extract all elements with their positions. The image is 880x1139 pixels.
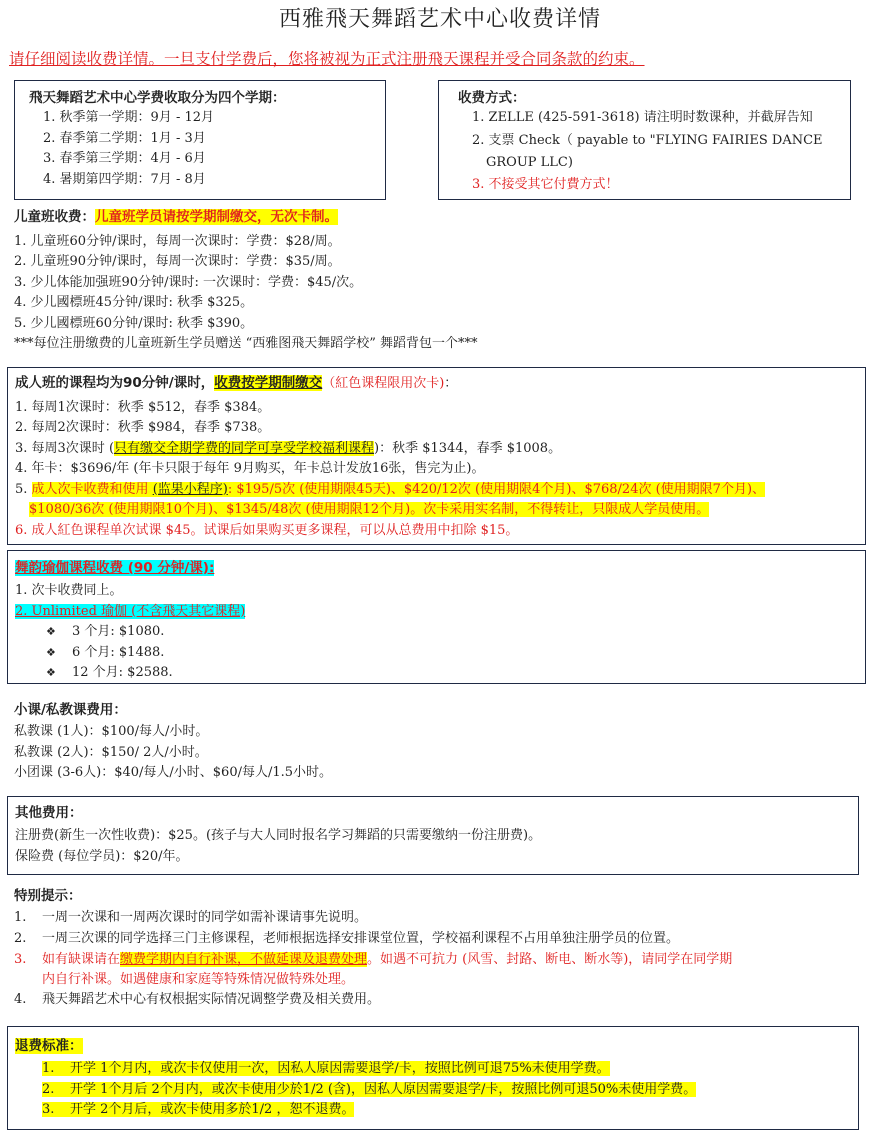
semester-item: 4. 暑期第四学期：7月 - 8月 [43,171,206,187]
page-title: 西雅飛天舞蹈艺术中心收费详情 [278,7,601,32]
adult-item: 2. 每周2次课时：秋季 $984，春季 $738。 [15,420,271,435]
semester-item: 2. 春季第二学期：1月 - 3月 [43,130,206,146]
adult-item-trial: 6. 成人紅色课程单次试课 $45。试课后如果购买更多课程，可以从总费用中扣除 $15。 [15,522,519,538]
notice-text: 请仔细阅读收费详情。一旦支付学费后，您将被视为正式注册飛天课程并受合同条款的约束。 [9,50,645,68]
yoga-item-unlimited: 2. Unlimited 瑜伽 (不含飛天其它课程) [15,603,246,619]
yoga-item: 1. 次卡收费同上。 [15,583,123,598]
note-item: 3. 如有缺课请在缴费学期内自行补课，不做延课及退费处理。如遇不可抗力 (风雪、封路、断电、断水等)，请同学在同学期 [14,952,733,967]
adult-heading: 成人班的课程均为90分钟/课时，收费按学期制缴交（紅色课程限用次卡)： [15,375,458,391]
payment-check: 2. 支票 Check（ payable to "FLYING FAIRIES DANCE [472,133,823,148]
kids-highlight: 儿童班学员请按学期制缴交，无次卡制。 [95,209,338,225]
private-heading: 小课/私教课费用： [14,702,127,718]
private-item: 小团课 (3-6人)：$40/每人/小时、$60/每人/1.5小时。 [14,765,333,780]
yoga-option: ❖ 3 个月: $1080. [46,622,164,643]
adult-item: 4. 年卡：$3696/年 (年卡只限于每年 9月购买，年卡总计发放16张，售完为止)。 [15,461,485,476]
kids-item: 4. 少儿國標班45分钟/课时: 秋季 $325。 [14,295,254,310]
refund-box [7,1026,859,1130]
semester-item: 3. 春季第三学期：4月 - 6月 [43,151,206,166]
adult-heading-highlight: 收费按学期制缴交 [214,375,323,391]
adult-item-card: 5. 成人次卡收费和使用 (监果小程序): $195/5次 (使用期限45天)、$420/12次 (使用期限4个月)、$768/24次 (使用期限7个月)、 [15,481,766,497]
semesters-heading: 飛天舞蹈艺术中心学费收取分为四个学期： [29,90,286,106]
refund-item: 3. 开学 2个月后，或次卡使用多於1/2 ，恕不退费。 [42,1102,355,1117]
kids-item: 3. 少儿体能加强班90分钟/课时: 一次课时：学费：$45/次。 [14,274,363,290]
note-item-cont: 内自行补课。如遇健康和家庭等特殊情况做特殊处理。 [42,972,355,987]
kids-item: 5. 少儿國標班60分钟/课时: 秋季 $390。 [14,315,254,331]
adult-item-card-cont: $1080/36次 (使用期限10个月)、$1345/48次 (使用期限12个月)。次卡采用实名制，不得转让，只限成人学员使用。 [29,502,710,517]
yoga-option: ❖ 12 个月: $2588. [46,663,173,684]
other-item: 注册费(新生一次性收费)：$25。(孩子与大人同时报名学习舞蹈的只需要缴纳一份注册费)。 [15,828,542,843]
diamond-bullet-icon: ❖ [46,666,56,679]
payment-warning: 3. 不接受其它付費方式！ [472,177,619,192]
notes-heading: 特别提示： [14,888,82,904]
other-item: 保险费 (每位学员)：$20/年。 [15,849,189,864]
yoga-box [7,550,866,684]
payment-box [438,80,851,200]
refund-item: 2. 开学 1个月后 2个月内，或次卡使用少於1/2 (含)，因私人原因需要退学/卡，按照比例可退50%未使用学费。 [42,1081,697,1097]
private-item: 私教课 (1人)：$100/每人/小时。 [14,724,209,739]
semesters-box [14,80,386,200]
kids-item: 1. 儿童班60分钟/课时，每周一次课时：学费：$28/周。 [14,233,341,249]
other-heading: 其他费用： [15,805,83,821]
note-item: 4. 飛天舞蹈艺术中心有权根据实际情况调整学费及相关费用。 [14,992,381,1007]
payment-heading: 收费方式： [458,90,526,106]
diamond-bullet-icon: ❖ [46,625,56,638]
refund-heading: 退费标准： [15,1038,83,1054]
note-item: 2. 一周三次课的同学选择三门主修课程，老师根据选择安排课堂位置，学校福利课程不占用单独注册学员的位置。 [14,931,680,946]
payment-zelle: 1. ZELLE (425-591-3618) 请注明时数课种，并截屏告知 [472,110,813,125]
adult-item: 3. 每周3次课时 (只有缴交全期学费的同学可享受学校福利课程)：秋季 $1344，春季 $1008。 [15,440,562,456]
payment-check-cont: GROUP LLC) [486,155,573,170]
refund-item: 1. 开学 1个月内，或次卡仅使用一次，因私人原因需要退学/卡，按照比例可退75%未使用学费。 [42,1061,610,1076]
yoga-heading: 舞韵瑜伽课程收费 (90 分钟/课): [15,560,215,576]
other-fees-box [7,796,859,875]
kids-heading: 儿童班收费：儿童班学员请按学期制缴交，无次卡制。 [14,209,338,225]
kids-gift: ***每位注册缴费的儿童班新生学员赠送 “西雅图飛天舞蹈学校” 舞蹈背包一个*** [14,336,478,351]
note-item: 1. 一周一次课和一周两次课时的同学如需补课请事先说明。 [14,910,368,925]
diamond-bullet-icon: ❖ [46,645,56,659]
yoga-option: ❖ 6 个月: $1488. [46,643,164,664]
kids-item: 2. 儿童班90分钟/课时，每周一次课时：学费：$35/周。 [14,254,341,269]
adult-item: 1. 每周1次课时：秋季 $512，春季 $384。 [15,399,271,415]
semester-item: 1. 秋季第一学期：9月 - 12月 [43,110,215,125]
adult-box [7,367,866,545]
private-item: 私教课 (2人)：$150/ 2人/小时。 [14,744,208,760]
